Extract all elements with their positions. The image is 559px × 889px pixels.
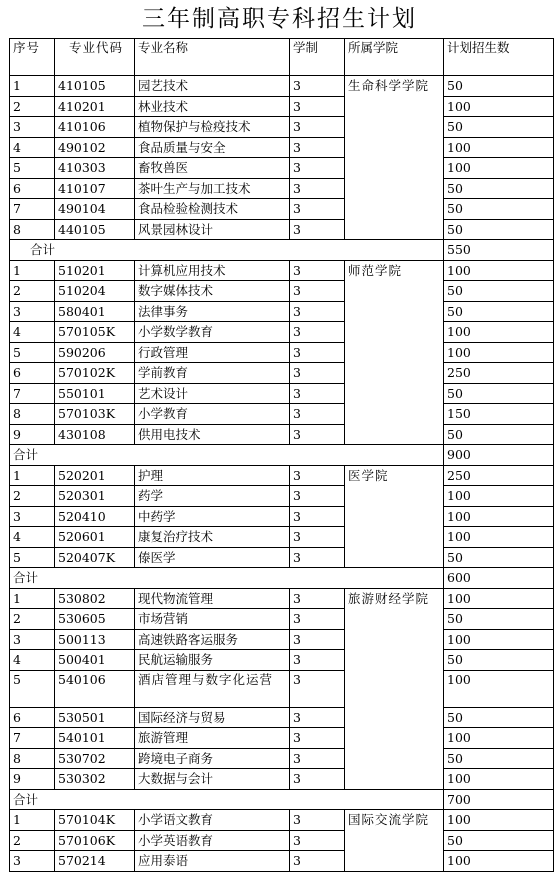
cell-years: 3 xyxy=(290,322,345,343)
cell-seq: 8 xyxy=(10,748,55,769)
table-row xyxy=(10,629,554,650)
cell-name: 民航运输服务 xyxy=(135,650,290,671)
cell-code: 530605 xyxy=(55,609,135,630)
cell-plan: 150 xyxy=(444,404,554,425)
cell-years: 3 xyxy=(290,748,345,769)
table-row xyxy=(10,769,554,790)
cell-plan: 100 xyxy=(444,137,554,158)
cell-years: 3 xyxy=(290,769,345,790)
cell-seq: 3 xyxy=(10,301,55,322)
cell-seq: 9 xyxy=(10,769,55,790)
subtotal-label: 合计 xyxy=(10,789,444,810)
subtotal-row xyxy=(10,789,554,810)
table-row xyxy=(10,851,554,872)
cell-code: 520410 xyxy=(55,506,135,527)
cell-college: 国际交流学院 xyxy=(345,810,444,872)
cell-years: 3 xyxy=(290,404,345,425)
cell-plan: 100 xyxy=(444,158,554,179)
cell-code: 510204 xyxy=(55,281,135,302)
cell-seq: 3 xyxy=(10,851,55,872)
cell-plan: 50 xyxy=(444,609,554,630)
table-row xyxy=(10,96,554,117)
table-row xyxy=(10,301,554,322)
cell-plan: 250 xyxy=(444,363,554,384)
cell-seq: 5 xyxy=(10,342,55,363)
cell-plan: 100 xyxy=(444,342,554,363)
table-row xyxy=(10,404,554,425)
cell-code: 520601 xyxy=(55,527,135,548)
cell-seq: 1 xyxy=(10,465,55,486)
cell-seq: 2 xyxy=(10,830,55,851)
table-row xyxy=(10,322,554,343)
cell-years: 3 xyxy=(290,707,345,728)
table-row xyxy=(10,178,554,199)
cell-plan: 50 xyxy=(444,424,554,445)
enrollment-plan-table xyxy=(9,38,554,872)
cell-plan: 50 xyxy=(444,707,554,728)
cell-code: 410106 xyxy=(55,117,135,138)
cell-name: 小学语文教育 xyxy=(135,810,290,831)
subtotal-value: 550 xyxy=(444,240,554,261)
cell-years: 3 xyxy=(290,810,345,831)
cell-code: 580401 xyxy=(55,301,135,322)
table-row xyxy=(10,424,554,445)
cell-plan: 250 xyxy=(444,465,554,486)
cell-seq: 9 xyxy=(10,424,55,445)
subtotal-value: 600 xyxy=(444,568,554,589)
cell-years: 3 xyxy=(290,363,345,384)
cell-name: 市场营销 xyxy=(135,609,290,630)
cell-years: 3 xyxy=(290,547,345,568)
subtotal-value: 900 xyxy=(444,445,554,466)
cell-name: 中药学 xyxy=(135,506,290,527)
header-years: 学制 xyxy=(290,39,345,76)
cell-plan: 100 xyxy=(444,670,554,707)
cell-plan: 100 xyxy=(444,769,554,790)
cell-code: 530702 xyxy=(55,748,135,769)
cell-college: 旅游财经学院 xyxy=(345,588,444,789)
table-row xyxy=(10,588,554,609)
cell-name: 国际经济与贸易 xyxy=(135,707,290,728)
table-row xyxy=(10,137,554,158)
cell-plan: 50 xyxy=(444,76,554,97)
cell-years: 3 xyxy=(290,342,345,363)
cell-years: 3 xyxy=(290,158,345,179)
cell-seq: 6 xyxy=(10,707,55,728)
cell-name: 大数据与会计 xyxy=(135,769,290,790)
cell-name: 跨境电子商务 xyxy=(135,748,290,769)
cell-years: 3 xyxy=(290,96,345,117)
cell-years: 3 xyxy=(290,670,345,707)
cell-seq: 2 xyxy=(10,96,55,117)
cell-seq: 2 xyxy=(10,281,55,302)
cell-years: 3 xyxy=(290,851,345,872)
cell-years: 3 xyxy=(290,506,345,527)
header-seq: 序号 xyxy=(10,39,55,76)
cell-college: 生命科学学院 xyxy=(345,76,444,240)
cell-code: 410201 xyxy=(55,96,135,117)
cell-seq: 7 xyxy=(10,199,55,220)
cell-seq: 1 xyxy=(10,76,55,97)
cell-years: 3 xyxy=(290,830,345,851)
subtotal-value: 700 xyxy=(444,789,554,810)
subtotal-row xyxy=(10,240,554,261)
header-code: 专业代码 xyxy=(55,39,135,76)
cell-code: 520201 xyxy=(55,465,135,486)
table-row xyxy=(10,342,554,363)
subtotal-label: 合计 xyxy=(10,445,444,466)
cell-name: 护理 xyxy=(135,465,290,486)
cell-code: 500401 xyxy=(55,650,135,671)
cell-code: 510201 xyxy=(55,260,135,281)
cell-code: 570103K xyxy=(55,404,135,425)
cell-name: 酒店管理与数字化运营 xyxy=(135,670,290,707)
cell-years: 3 xyxy=(290,728,345,749)
cell-plan: 100 xyxy=(444,96,554,117)
cell-code: 530501 xyxy=(55,707,135,728)
cell-plan: 100 xyxy=(444,506,554,527)
table-row xyxy=(10,810,554,831)
cell-code: 570104K xyxy=(55,810,135,831)
cell-code: 570105K xyxy=(55,322,135,343)
cell-years: 3 xyxy=(290,465,345,486)
cell-name: 傣医学 xyxy=(135,547,290,568)
header-plan: 计划招生数 xyxy=(444,39,554,76)
cell-plan: 100 xyxy=(444,260,554,281)
cell-years: 3 xyxy=(290,650,345,671)
cell-seq: 6 xyxy=(10,363,55,384)
cell-seq: 2 xyxy=(10,486,55,507)
cell-seq: 8 xyxy=(10,404,55,425)
cell-plan: 50 xyxy=(444,301,554,322)
cell-seq: 7 xyxy=(10,728,55,749)
table-row xyxy=(10,383,554,404)
cell-college: 师范学院 xyxy=(345,260,444,445)
cell-name: 康复治疗技术 xyxy=(135,527,290,548)
cell-years: 3 xyxy=(290,383,345,404)
cell-years: 3 xyxy=(290,629,345,650)
cell-code: 430108 xyxy=(55,424,135,445)
cell-plan: 50 xyxy=(444,199,554,220)
cell-seq: 5 xyxy=(10,158,55,179)
cell-code: 540106 xyxy=(55,670,135,707)
cell-plan: 100 xyxy=(444,851,554,872)
cell-plan: 50 xyxy=(444,281,554,302)
subtotal-label: 合计 xyxy=(10,240,444,261)
cell-plan: 100 xyxy=(444,527,554,548)
cell-plan: 50 xyxy=(444,219,554,240)
page-title: 三年制高职专科招生计划 xyxy=(142,6,417,32)
cell-seq: 1 xyxy=(10,810,55,831)
cell-name: 药学 xyxy=(135,486,290,507)
cell-seq: 1 xyxy=(10,588,55,609)
cell-name: 供用电技术 xyxy=(135,424,290,445)
table-row xyxy=(10,219,554,240)
cell-years: 3 xyxy=(290,486,345,507)
cell-code: 520301 xyxy=(55,486,135,507)
cell-plan: 50 xyxy=(444,748,554,769)
cell-code: 410303 xyxy=(55,158,135,179)
table-row xyxy=(10,281,554,302)
table-row xyxy=(10,609,554,630)
table-row xyxy=(10,117,554,138)
cell-plan: 100 xyxy=(444,588,554,609)
cell-code: 540101 xyxy=(55,728,135,749)
cell-code: 570102K xyxy=(55,363,135,384)
cell-seq: 6 xyxy=(10,178,55,199)
cell-name: 植物保护与检疫技术 xyxy=(135,117,290,138)
table-row xyxy=(10,728,554,749)
cell-code: 490102 xyxy=(55,137,135,158)
table-row xyxy=(10,199,554,220)
cell-years: 3 xyxy=(290,178,345,199)
cell-seq: 4 xyxy=(10,650,55,671)
cell-seq: 8 xyxy=(10,219,55,240)
table-body xyxy=(10,39,554,872)
cell-name: 食品质量与安全 xyxy=(135,137,290,158)
cell-college: 医学院 xyxy=(345,465,444,568)
cell-years: 3 xyxy=(290,301,345,322)
cell-plan: 50 xyxy=(444,547,554,568)
cell-years: 3 xyxy=(290,588,345,609)
table-row xyxy=(10,670,554,707)
cell-seq: 5 xyxy=(10,547,55,568)
subtotal-row xyxy=(10,568,554,589)
cell-code: 410107 xyxy=(55,178,135,199)
cell-code: 530302 xyxy=(55,769,135,790)
cell-years: 3 xyxy=(290,117,345,138)
cell-name: 畜牧兽医 xyxy=(135,158,290,179)
cell-code: 550101 xyxy=(55,383,135,404)
table-row xyxy=(10,363,554,384)
cell-name: 高速铁路客运服务 xyxy=(135,629,290,650)
cell-years: 3 xyxy=(290,219,345,240)
table-row xyxy=(10,76,554,97)
header-name: 专业名称 xyxy=(135,39,290,76)
cell-plan: 50 xyxy=(444,383,554,404)
cell-name: 风景园林设计 xyxy=(135,219,290,240)
cell-plan: 50 xyxy=(444,178,554,199)
table-row xyxy=(10,527,554,548)
cell-plan: 100 xyxy=(444,728,554,749)
subtotal-row xyxy=(10,445,554,466)
cell-name: 学前教育 xyxy=(135,363,290,384)
table-row xyxy=(10,650,554,671)
cell-seq: 3 xyxy=(10,506,55,527)
cell-seq: 2 xyxy=(10,609,55,630)
cell-seq: 7 xyxy=(10,383,55,404)
cell-years: 3 xyxy=(290,76,345,97)
cell-name: 林业技术 xyxy=(135,96,290,117)
cell-plan: 100 xyxy=(444,810,554,831)
cell-years: 3 xyxy=(290,199,345,220)
cell-seq: 4 xyxy=(10,137,55,158)
cell-code: 520407K xyxy=(55,547,135,568)
cell-years: 3 xyxy=(290,527,345,548)
cell-seq: 3 xyxy=(10,629,55,650)
table-row xyxy=(10,506,554,527)
table-row xyxy=(10,260,554,281)
cell-years: 3 xyxy=(290,137,345,158)
table-row xyxy=(10,547,554,568)
cell-code: 410105 xyxy=(55,76,135,97)
cell-code: 530802 xyxy=(55,588,135,609)
cell-name: 园艺技术 xyxy=(135,76,290,97)
cell-years: 3 xyxy=(290,609,345,630)
table-row xyxy=(10,748,554,769)
cell-name: 小学英语教育 xyxy=(135,830,290,851)
cell-name: 行政管理 xyxy=(135,342,290,363)
cell-plan: 100 xyxy=(444,486,554,507)
cell-seq: 3 xyxy=(10,117,55,138)
cell-name: 食品检验检测技术 xyxy=(135,199,290,220)
cell-years: 3 xyxy=(290,281,345,302)
table-row xyxy=(10,465,554,486)
cell-seq: 1 xyxy=(10,260,55,281)
cell-code: 500113 xyxy=(55,629,135,650)
cell-code: 440105 xyxy=(55,219,135,240)
subtotal-label: 合计 xyxy=(10,568,444,589)
cell-name: 小学数学教育 xyxy=(135,322,290,343)
cell-name: 数字媒体技术 xyxy=(135,281,290,302)
cell-plan: 50 xyxy=(444,117,554,138)
header-row xyxy=(10,39,554,76)
cell-years: 3 xyxy=(290,424,345,445)
table-row xyxy=(10,158,554,179)
cell-name: 旅游管理 xyxy=(135,728,290,749)
cell-code: 490104 xyxy=(55,199,135,220)
cell-plan: 50 xyxy=(444,830,554,851)
cell-seq: 4 xyxy=(10,322,55,343)
table-row xyxy=(10,486,554,507)
cell-plan: 50 xyxy=(444,650,554,671)
cell-name: 现代物流管理 xyxy=(135,588,290,609)
table-row xyxy=(10,707,554,728)
cell-seq: 5 xyxy=(10,670,55,707)
cell-code: 570106K xyxy=(55,830,135,851)
cell-name: 应用泰语 xyxy=(135,851,290,872)
cell-code: 570214 xyxy=(55,851,135,872)
cell-plan: 100 xyxy=(444,629,554,650)
cell-years: 3 xyxy=(290,260,345,281)
cell-name: 计算机应用技术 xyxy=(135,260,290,281)
cell-name: 法律事务 xyxy=(135,301,290,322)
cell-plan: 100 xyxy=(444,322,554,343)
header-college: 所属学院 xyxy=(345,39,444,76)
cell-name: 茶叶生产与加工技术 xyxy=(135,178,290,199)
cell-seq: 4 xyxy=(10,527,55,548)
cell-name: 小学教育 xyxy=(135,404,290,425)
cell-name: 艺术设计 xyxy=(135,383,290,404)
cell-code: 590206 xyxy=(55,342,135,363)
table-row xyxy=(10,830,554,851)
